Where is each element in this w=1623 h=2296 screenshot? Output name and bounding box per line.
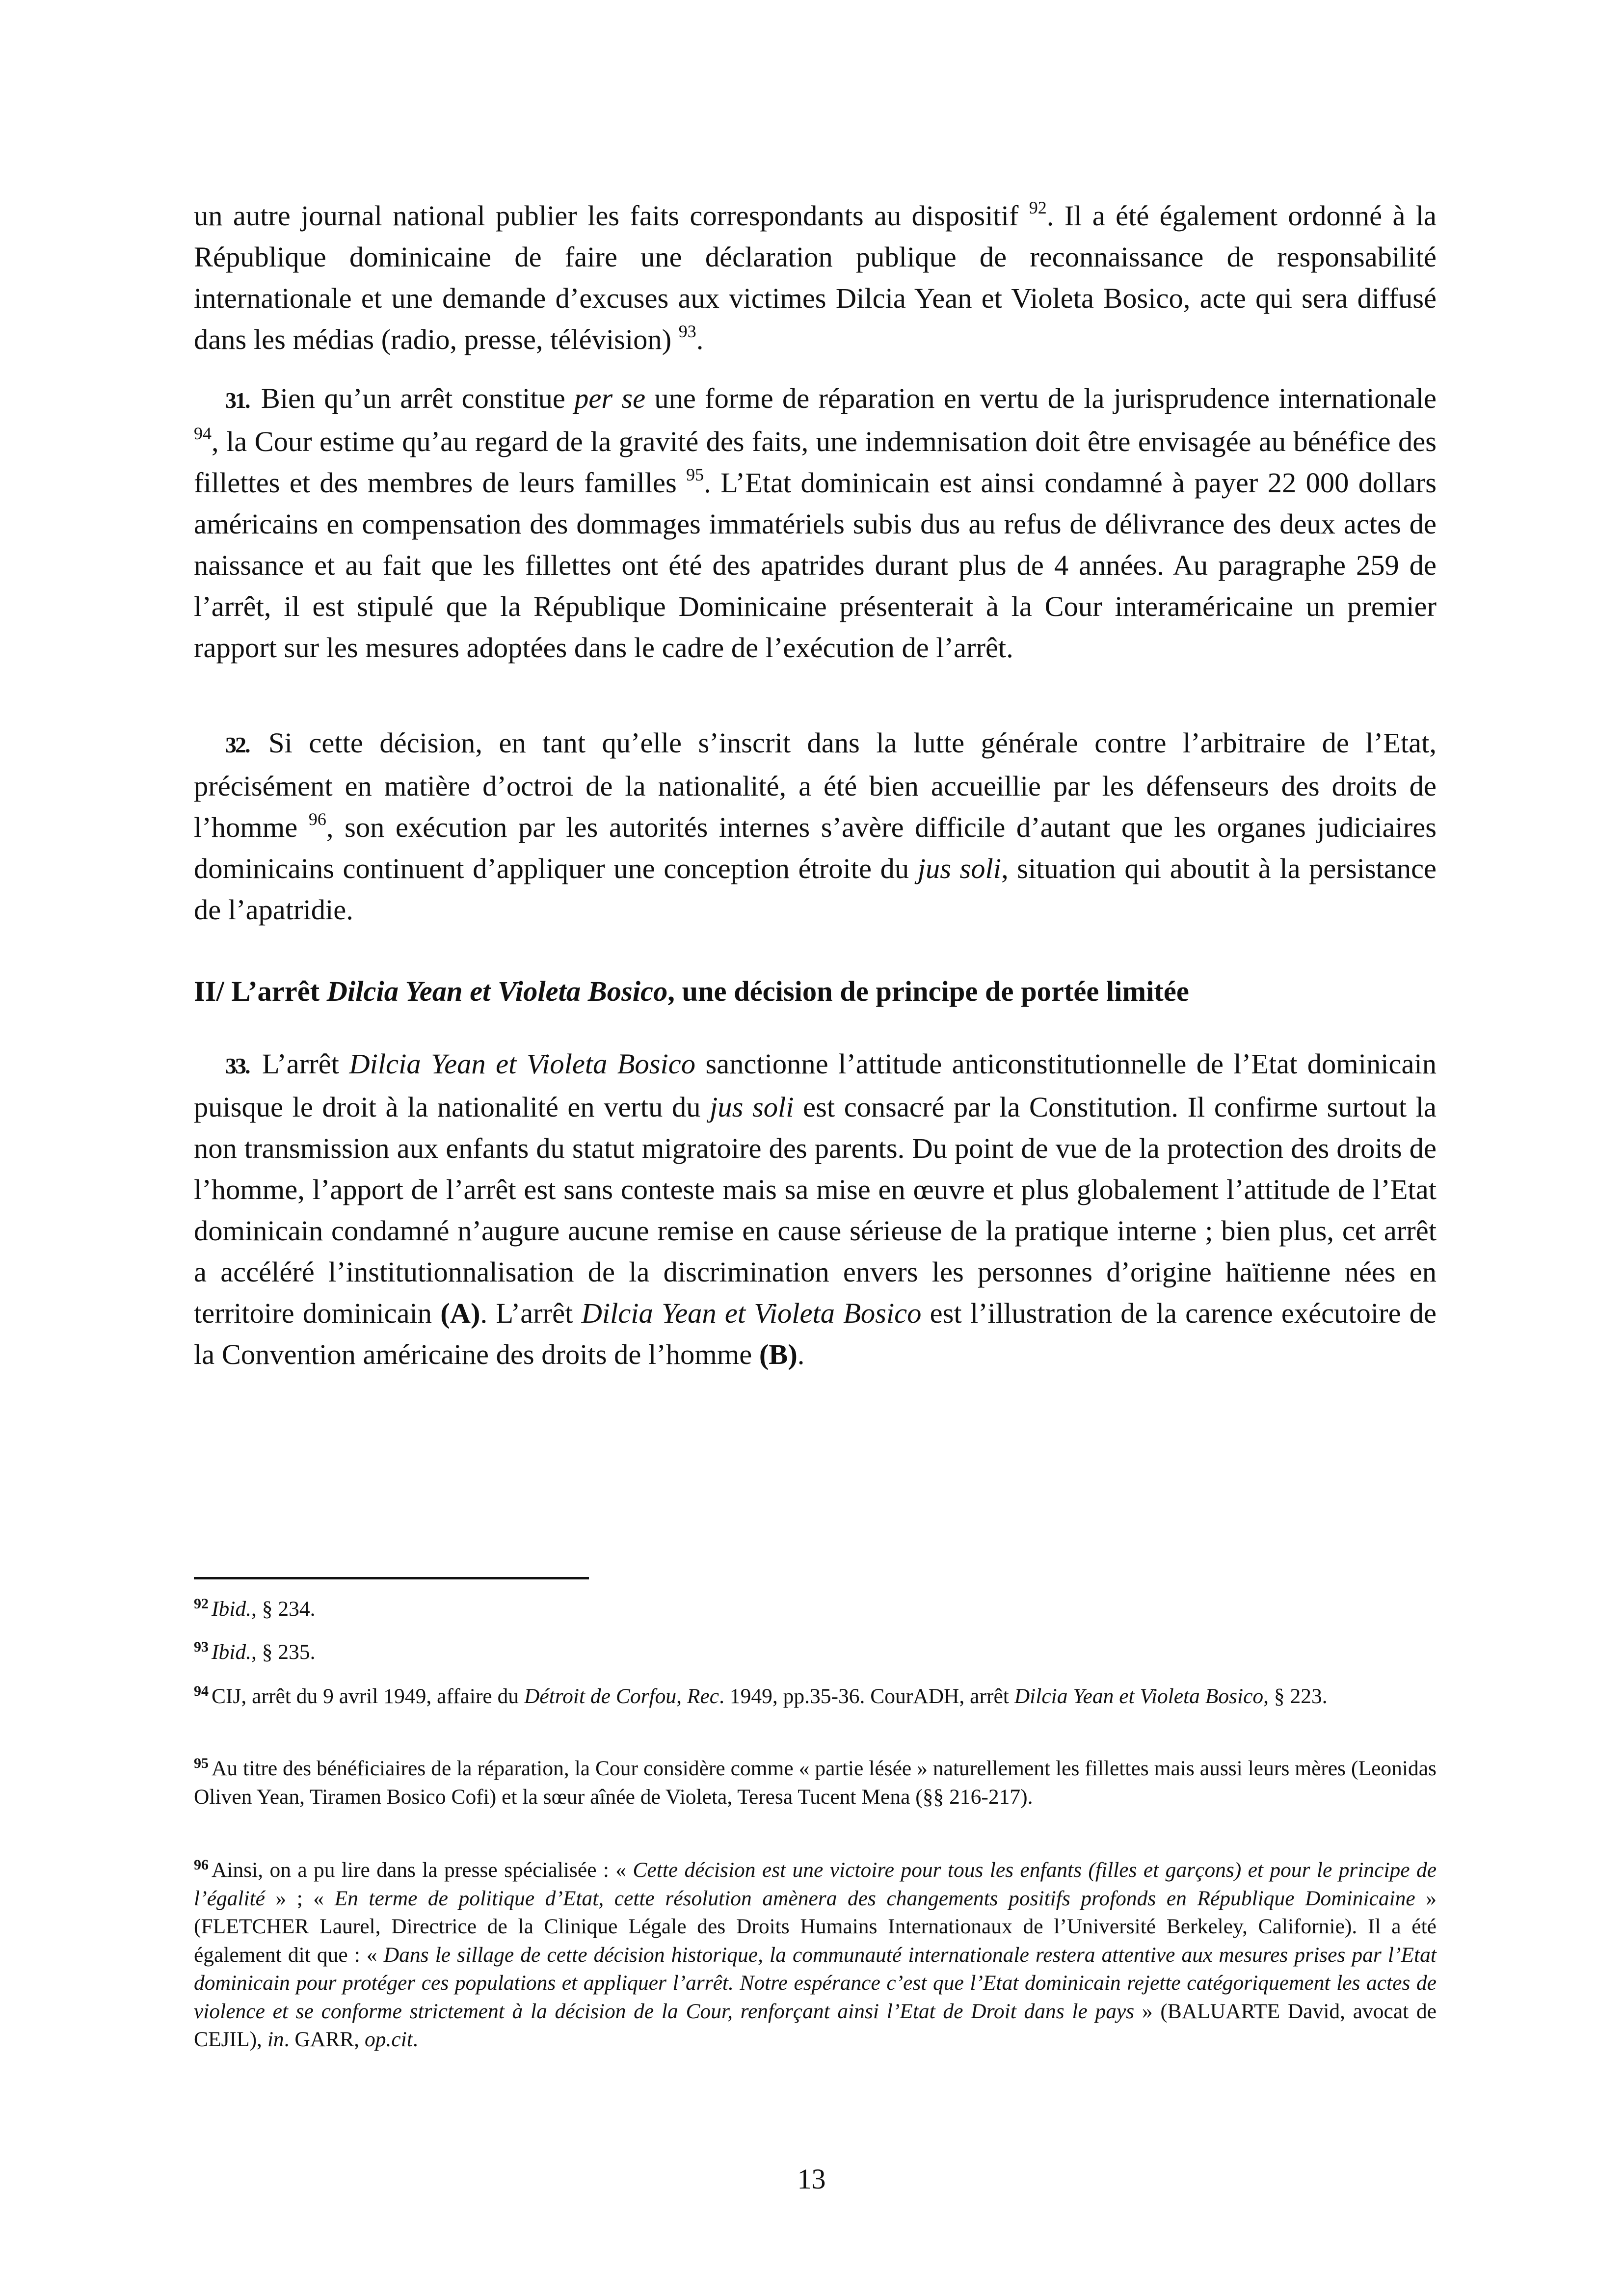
- footnote-number: 95: [194, 1755, 209, 1771]
- paragraph-32-block: [194, 722, 1437, 931]
- footnote-94: [194, 1682, 1437, 1711]
- paragraph-number: 33.: [225, 1053, 249, 1078]
- text-run: L’arrêt: [252, 1048, 349, 1080]
- italic-term: op.cit: [365, 2028, 413, 2051]
- italic-term: Détroit de Corfou: [524, 1684, 677, 1708]
- bold-marker: (B): [759, 1338, 798, 1370]
- paragraph-33-block: [194, 1043, 1437, 1375]
- footnote-number: 94: [194, 1682, 209, 1699]
- italic-term: Dilcia Yean et Violeta Bosico: [1014, 1684, 1264, 1708]
- paragraph-31-block: [194, 378, 1437, 668]
- text-run: Bien qu’un arrêt constitue: [252, 382, 575, 414]
- footnote-ref-96[interactable]: 96: [308, 809, 326, 829]
- text-run: est l’illustration de la carence exécutoire de la Convention américaine des droits de l’homme: [194, 1297, 1437, 1370]
- italic-quote: En terme de politique d’Etat, cette résolution amènera des changements positifs profonds en République Dominicaine: [334, 1886, 1415, 1910]
- footnote-number: 92: [194, 1595, 209, 1612]
- text-run: . L’arrêt: [480, 1297, 582, 1329]
- paragraph-31: [194, 378, 1437, 668]
- footnote-ref-93[interactable]: 93: [678, 321, 696, 341]
- italic-quote: Cette décision est une victoire pour tous les enfants (filles et garçons) et pour le principe de l’égalité: [194, 1858, 1437, 1910]
- text-run: est consacré par la Constitution. Il confirme surtout la non transmission aux enfants du statut migratoire des parents. Du point de vue de la protection des droits de l’homme, l’apport de l’arrêt est sans conteste mais sa mise en œuvre et plus globalement l’attitude de l’Etat dominicain condamné n’augure aucune remise en cause sérieuse de la pratique interne ; bien plus, cet arrêt a accéléré l’institutionnalisation de la discrimination envers les personnes d’origine haïtienne nées en territoire dominicain: [194, 1091, 1437, 1329]
- text-run: .: [412, 2028, 418, 2051]
- text-run: Ainsi, on a pu lire dans la presse spécialisée : «: [212, 1858, 633, 1882]
- text-run: . 1949, pp.35-36. CourADH, arrêt: [719, 1684, 1014, 1708]
- continuation-paragraph: [194, 195, 1437, 360]
- italic-term: jus soli: [917, 853, 1002, 884]
- paragraph-33: [194, 1043, 1437, 1375]
- italic-term: Ibid.: [212, 1597, 251, 1621]
- text-run: Si cette décision, en tant qu’elle s’inscrit dans la lutte générale contre l’arbitraire de l’Etat, précisément en matière d’octroi de la nationalité, a été bien accueillie par les défenseurs des droits de l’homme: [194, 727, 1437, 843]
- text-run: ,: [676, 1684, 687, 1708]
- bold-marker: (A): [440, 1297, 480, 1329]
- italic-quote: Dans le sillage de cette décision historique, la communauté internationale restera attentive aux mesures prises par l’Etat dominicain pour protéger ces populations et appliquer l’arrêt. Notre espérance c’est que l’Etat dominicain rejette catégoriquement les actes de violence et se conforme strictement à la décision de la Cour, renforçant ainsi l’Etat de Droit dans le pays: [194, 1943, 1437, 2023]
- footnote-96: [194, 1856, 1437, 2054]
- text-run: » (FLETCHER Laurel, Directrice de la Clinique Légale des Droits Humains Internationaux de l’Université Berkeley, Californie). Il a été également dit que : «: [194, 1886, 1437, 1967]
- text-run: . Il a été également ordonné à la République dominicaine de faire une déclaration publique de reconnaissance de responsabilité internationale et une demande d’excuses aux victimes Dilcia Yean et Violeta Bosico, acte qui sera diffusé dans les médias (radio, presse, télévision): [194, 200, 1437, 355]
- italic-term: jus soli: [710, 1091, 794, 1123]
- footnote-93: [194, 1638, 1437, 1667]
- text-run: .: [696, 323, 704, 355]
- text-run: , son exécution par les autorités internes s’avère difficile d’autant que les organes judiciaires dominicains continuent d’appliquer une conception étroite du: [194, 811, 1437, 884]
- text-run: , la Cour estime qu’au regard de la gravité des faits, une indemnisation doit être envisagée au bénéfice des fillettes et des membres de leurs familles: [194, 426, 1437, 499]
- text-run: CIJ, arrêt du 9 avril 1949, affaire du: [212, 1684, 524, 1708]
- footnote-ref-95[interactable]: 95: [686, 464, 704, 484]
- italic-term: in: [267, 2028, 284, 2051]
- italic-term: per se: [574, 382, 646, 414]
- heading-text: , une décision de principe de portée limitée: [667, 975, 1189, 1007]
- text-run: .: [797, 1338, 805, 1370]
- italic-term: Rec: [687, 1684, 719, 1708]
- paragraph-number: 31.: [225, 388, 249, 413]
- text-run: un autre journal national publier les faits correspondants au dispositif: [194, 200, 1029, 232]
- footnote-ref-92[interactable]: 92: [1029, 197, 1047, 217]
- footnote-95: [194, 1755, 1437, 1811]
- italic-term: Ibid.: [212, 1640, 251, 1664]
- text-run: . L’Etat dominicain est ainsi condamné à payer 22 000 dollars américains en compensation des dommages immatériels subis dus au refus de délivrance des deux actes de naissance et au fait que les fillettes ont été des apatrides durant plus de 4 années. Au paragraphe 259 de l’arrêt, il est stipulé que la République Dominicaine présenterait à la Cour interaméricaine un premier rapport sur les mesures adoptées dans le cadre de l’exécution de l’arrêt.: [194, 467, 1437, 664]
- text-run: sanctionne l’attitude anticonstitutionnelle de l’Etat dominicain puisque le droit à la nationalité en vertu du: [194, 1048, 1437, 1123]
- paragraph-32: [194, 722, 1437, 931]
- paragraph-continuation: [194, 195, 1437, 360]
- text-run: » (BALUARTE David, avocat de CEJIL),: [194, 1999, 1437, 2051]
- text-run: , situation qui aboutit à la persistance de l’apatridie.: [194, 853, 1437, 926]
- footnote-92: [194, 1595, 1437, 1624]
- paragraph-number: 32.: [225, 732, 249, 757]
- text-run: , § 223.: [1263, 1684, 1328, 1708]
- text-run: une forme de réparation en vertu de la jurisprudence internationale: [645, 382, 1437, 414]
- text-run: , § 235.: [251, 1640, 316, 1664]
- text-run: , § 234.: [251, 1597, 316, 1621]
- footnote-number: 93: [194, 1638, 209, 1655]
- text-run: Au titre des bénéficiaires de la réparation, la Cour considère comme « partie lésée » naturellement les fillettes mais aussi leurs mères (Leonidas Oliven Yean, Tiramen Bosico Cofi) et la sœur aînée de Violeta, Teresa Tucent Mena (§§ 216-217).: [194, 1757, 1437, 1809]
- text-run: » ; «: [265, 1886, 335, 1910]
- italic-term: Dilcia Yean et Violeta Bosico: [581, 1297, 922, 1329]
- text-run: . GARR,: [284, 2028, 365, 2051]
- heading-text: II/ L’arrêt: [194, 975, 327, 1007]
- heading-italic: Dilcia Yean et Violeta Bosico: [326, 975, 668, 1007]
- footnote-number: 96: [194, 1856, 209, 1873]
- footnote-ref-94[interactable]: 94: [194, 423, 212, 443]
- section-heading: [194, 971, 1437, 1012]
- footnote-separator: [194, 1577, 589, 1579]
- italic-term: Dilcia Yean et Violeta Bosico: [349, 1048, 696, 1080]
- page-number: 13: [797, 2163, 826, 2195]
